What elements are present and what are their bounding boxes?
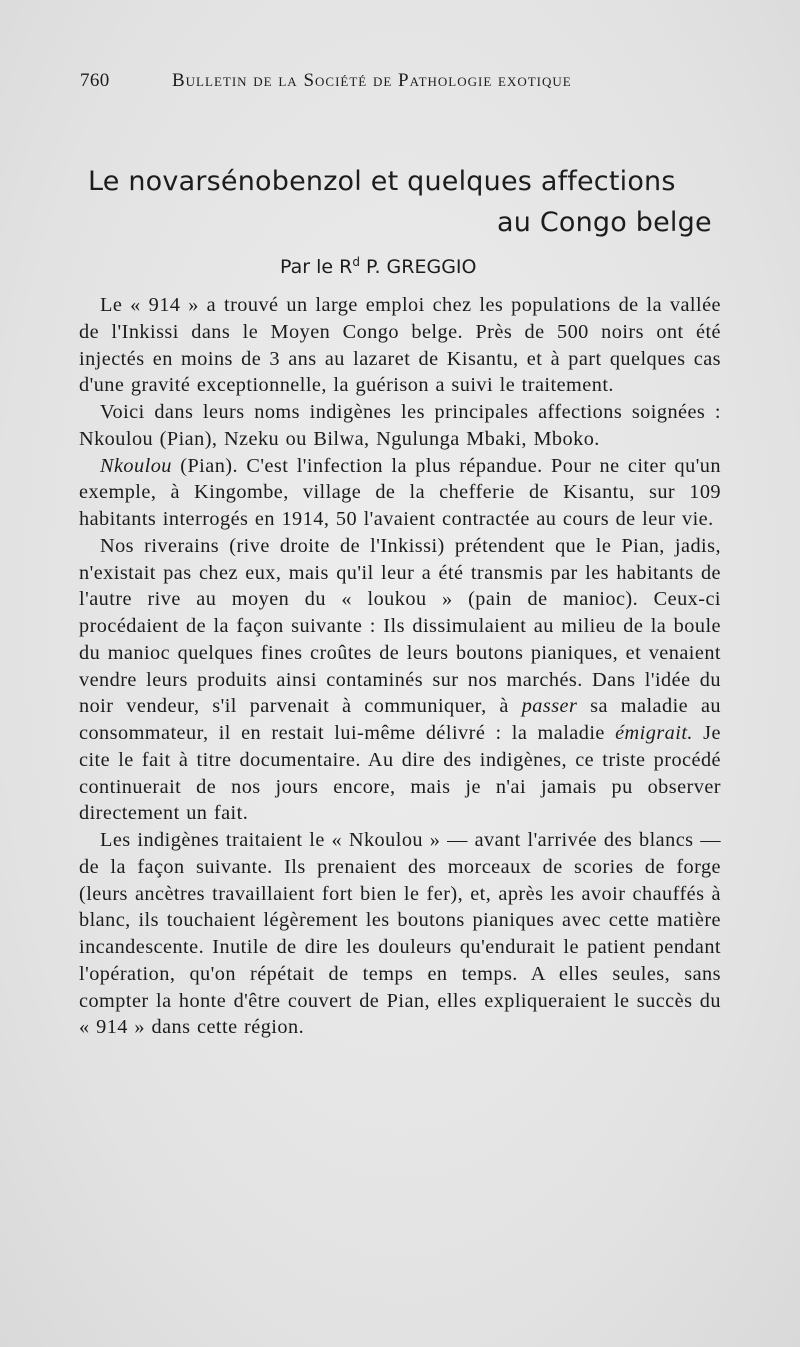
journal-title: Bulletin de la Société de Pathologie exotique xyxy=(172,70,572,91)
byline-superscript: d xyxy=(352,255,360,269)
page-number: 760 xyxy=(80,70,110,91)
author-byline xyxy=(280,255,477,278)
paragraph-4 xyxy=(79,533,721,827)
byline-author: P. GREGGIO xyxy=(359,256,477,278)
article-title-line-1: Le novarsénobenzol et quelques affections xyxy=(88,166,676,197)
paragraph-1: Le « 914 » a trouvé un large emploi chez les populations de la vallée de l'Inkissi dans le Moyen Congo belge. Près de 500 noirs ont été injectés en moins de 3 ans au lazaret de Kisantu, et à part quelques cas d'une gravité exceptionnelle, la guérison a suivi le traitement. xyxy=(79,294,721,397)
italic-term-passer: passer xyxy=(521,695,578,718)
byline-prefix: Par le R xyxy=(280,256,353,278)
article-title-line-2: au Congo belge xyxy=(497,207,712,238)
italic-term-emigrait: émigrait. xyxy=(615,722,693,744)
italic-term-nkoulou: Nkoulou xyxy=(100,454,172,477)
paragraph-2: Voici dans leurs noms indigènes les principales affections soignées : Nkoulou (Pian), Nzeku ou Bilwa, Ngulunga Mbaki, Mboko. xyxy=(79,401,721,450)
paragraph-3-text: (Pian). C'est l'infection la plus répandue. Pour ne citer qu'un exemple, à Kingombe, village de la chefferie de Kisantu, sur 109 habitants interrogés en 1914, 50 l'avaient contractée au cours de leur vie. xyxy=(79,454,721,530)
paragraph-4-text-a: Nos riverains (rive droite de l'Inkissi) prétendent que le Pian, jadis, n'existait pas chez eux, mais qu'il leur a été transmis par les habitants de l'autre rive au moyen du « loukou » (pain de manioc). Ceux-ci procédaient de la façon suivante : Ils dissimulaient au milieu de la boule du manioc quelques fines croûtes de leurs boutons pianiques, et venaient vendre leurs produits ainsi contaminés sur nos marchés. Dans l'idée du noir vendeur, s'il parvenait à communiquer, à xyxy=(79,534,721,718)
paragraph-4-text-c: Je cite le fait à titre documentaire. Au dire des indigènes, ce triste procédé continuerait de nos jours encore, mais je n'ai jamais pu observer directement un fait. xyxy=(79,722,721,825)
article-body xyxy=(79,292,721,1041)
paragraph-4-text-b: sa maladie au consommateur, il en restait lui-même délivré : la maladie xyxy=(79,695,721,744)
paragraph-5: Les indigènes traitaient le « Nkoulou » — avant l'arrivée des blancs — de la façon suivante. Ils prenaient des morceaux de scories de forge (leurs ancètres travaillaient fort bien le fer), et, après les avoir chauffés à blanc, ils touchaient légèrement les boutons pianiques avec cette matière incandescente. Inutile de dire les douleurs qu'endurait le patient pendant l'opération, qu'on répétait de temps en temps. A elles seules, sans compter la honte d'être couvert de Pian, elles expliqueraient le succès du « 914 » dans cette région. xyxy=(79,829,721,1039)
paragraph-3 xyxy=(79,453,721,533)
running-head xyxy=(80,70,716,92)
